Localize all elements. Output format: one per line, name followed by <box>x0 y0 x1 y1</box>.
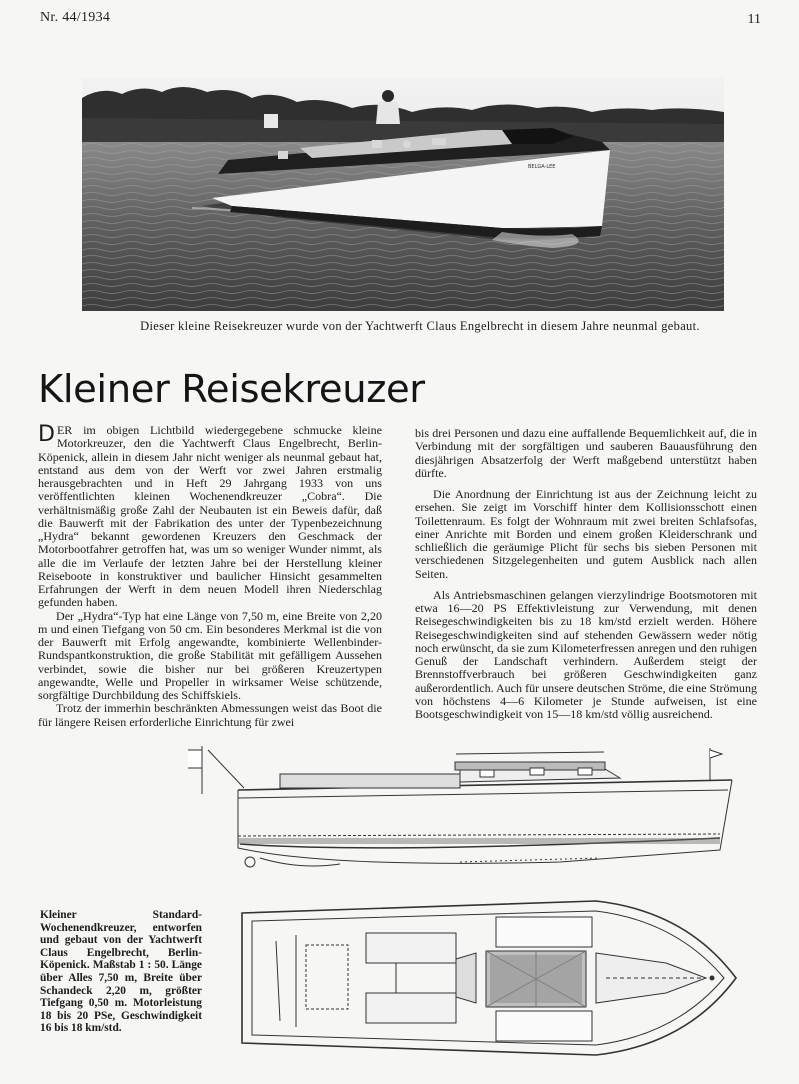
paragraph-2: Der „Hydra“-Typ hat eine Länge von 7,50 m, eine Breite von 2,20 m und einen Tiefgang von 50 cm. Ein besonderes Merkmal ist die von der Bauwerft mit Erfolg angewandte, kombinierte Wellenbinder-Rundspantkonstruktion, die große Stabilität mit gefälligem Aussehen verbindet, sowie die bisher nur bei größeren Kreuzertypen angewandte, Welle und Propeller in wirksamer Weise schützende, sorgfältige Durchbildung des Schiffskiels. <box>38 608 382 702</box>
paragraph-4: bis drei Personen und dazu eine auffallende Bequemlichkeit auf, die in Verbindung mit der sorgfältigen und sauberen Bauausführung den diesjährigen Absatzerfolg der Werft maßgebend unterstützt haben dürfte. <box>415 426 757 480</box>
page-number: 11 <box>747 12 761 27</box>
photo-caption: Dieser kleine Reisekreuzer wurde von der Yachtwerft Claus Engelbrecht in diesem Jahre neunmal gebaut. <box>140 319 700 333</box>
drawing-caption: Kleiner Standard-Wochenendkreuzer, entworfen und gebaut von der Yachtwerft Claus Engelbrecht, Berlin-Köpenick. Maßstab 1 : 50. Länge über Alles 7,50 m, Breite über Schandeck 2,20 m, größter Tiefgang 0,50 m. Motorleistung 18 bis 20 PSe, Geschwindigkeit 16 bis 18 km/std. <box>40 909 202 1035</box>
hull-name-label: BELGA-LEE <box>528 164 556 170</box>
boat-photograph <box>82 78 724 311</box>
article-column-right <box>415 427 757 721</box>
issue-number: Nr. 44/1934 <box>40 10 111 25</box>
plan-view-drawing <box>236 893 744 1063</box>
paragraph-5: Die Anordnung der Einrichtung ist aus der Zeichnung leicht zu ersehen. Sie zeigt im Vorschiff hinter dem Kollisionsschott einen Toilettenraum. Es folgt der Wohnraum mit zwei breiten Schlafsofas, einer Anrichte mit Borden und einem großen Kleiderschrank und schließlich die geräumige Plicht für sechs bis sieben Personen mit verschiedenen Sitzgelegenheiten und gutem Ausblick nach allen Seiten. <box>415 487 757 581</box>
paragraph-6: Als Antriebsmaschinen gelangen vierzylindrige Bootsmotoren mit etwa 16—20 PS Effektivleistung zur Verwendung, mit denen Reisegeschwindigkeiten bis zu 18 km/std erzielt werden. Höhere Reisegeschwindigkeiten sind auf stehenden Gewässern weder nötig noch erwünscht, da sie zum Kilometerfressen anregen und den ruhigen Genuß der Landschaft verhindern. Außerdem steigt der Brennstoffverbrauch bei größeren Geschwindigkeiten ganz außerordentlich. Auch für unsere deutschen Ströme, die eine Strömung von höchstens 4—6 Kilometer je Stunde aufweisen, ist eine Bootsgeschwindigkeit von 15—18 km/std völlig ausreichend. <box>415 587 757 721</box>
article-column-left <box>38 424 382 729</box>
paragraph-3: Trotz der immerhin beschränkten Abmessungen weist das Boot die für längere Reisen erforderliche Einrichtung für zwei <box>38 701 382 729</box>
paragraph-1-text: ER im obigen Lichtbild wiedergegebene schmucke kleine Motorkreuzer, den die Yachtwerft Claus Engelbrecht, Berlin-Köpenick, allein in diesem Jahr nicht weniger als neunmal gebaut hat, entstand aus dem von der Werft vor zwei Jahren erstmalig herausgebrachten und in Heft 29 Jahrgang 1933 von uns veröffentlichten kleinen Wochenendkreuzer „Cobra“. Die verhältnismäßig große Zahl der Neubauten ist ein Beweis dafür, daß die Bauwerft mit der Fabrikation des unter der Typenbezeichnung „Hydra“ bekannt gewordenen Kreuzers den Geschmack der Motorbootfahrer getroffen hat, was um so weniger Wunder nimmt, als alle die im Verlaufe der letzten Jahre bei der Herstellung kleiner Reiseboote in konstruktiver und baulicher Hinsicht gesammelten Erfahrungen der Werft in dem neuen Modell ihren Niederschlag gefunden haben. <box>38 423 382 610</box>
side-elevation-drawing <box>180 738 740 884</box>
drop-cap: D <box>38 422 55 447</box>
article-title: Kleiner Reisekreuzer <box>38 367 425 412</box>
paragraph-1 <box>38 424 382 610</box>
